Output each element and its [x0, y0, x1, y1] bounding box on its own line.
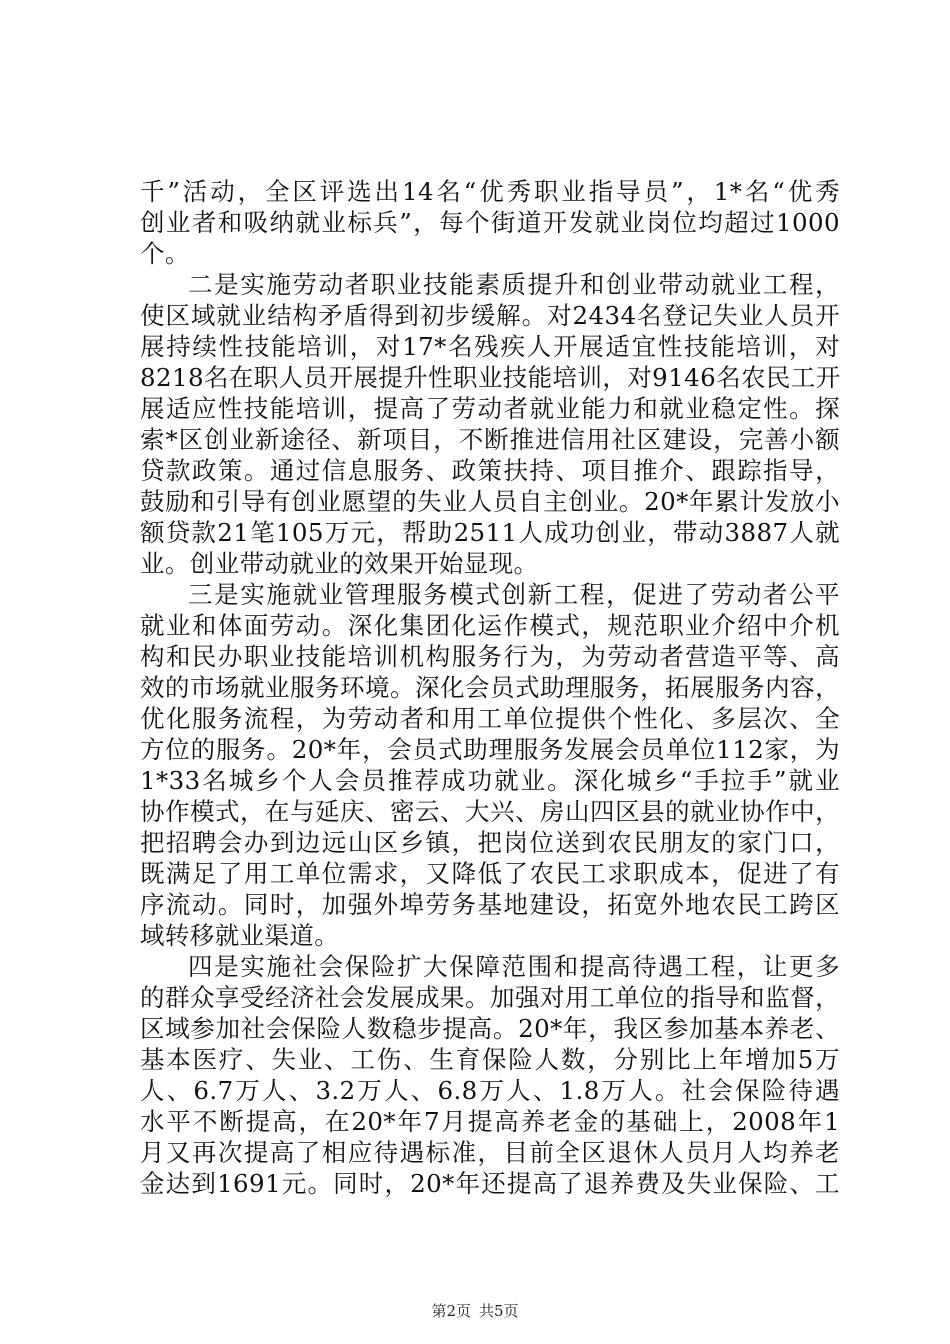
- text-line: 方位的服务。20*年，会员式助理服务发展会员单位112家，为: [140, 735, 840, 764]
- text-line: 优化服务流程，为劳动者和用工单位提供个性化、多层次、全: [140, 704, 840, 733]
- text-line: 人、6.7万人、3.2万人、6.8万人、1.8万人。社会保险待遇: [140, 1076, 840, 1105]
- text-line: 协作模式，在与延庆、密云、大兴、房山四区县的就业协作中，: [140, 797, 840, 826]
- text-line: 构和民办职业技能培训机构服务行为，为劳动者营造平等、高: [140, 642, 840, 671]
- text-line: 展持续性技能培训，对17*名残疾人开展适宜性技能培训，对: [140, 332, 840, 361]
- text-line: 水平不断提高，在20*年7月提高养老金的基础上，2008年1: [140, 1107, 840, 1136]
- text-line: 业。创业带动就业的效果开始显现。: [140, 549, 539, 578]
- page-footer: [0, 1301, 950, 1321]
- paragraph-start-line: 三是实施就业管理服务模式创新工程，促进了劳动者公平: [188, 580, 840, 609]
- text-line: 月又再次提高了相应待遇标准，目前全区退休人员月人均养老: [140, 1138, 840, 1167]
- paragraph-start-line: 四是实施社会保险扩大保障范围和提高待遇工程，让更多: [188, 952, 840, 981]
- document-body: [140, 176, 840, 1199]
- text-line: 区域参加社会保险人数稳步提高。20*年，我区参加基本养老、: [140, 1014, 840, 1043]
- text-line: 就业和体面劳动。深化集团化运作模式，规范职业介绍中介机: [140, 611, 840, 640]
- text-line: 索*区创业新途径、新项目，不断推进信用社区建设，完善小额: [140, 425, 840, 454]
- text-line: 8218名在职人员开展提升性职业技能培训，对9146名农民工开: [140, 363, 841, 392]
- text-line: 创业者和吸纳就业标兵”，每个街道开发就业岗位均超过1000: [140, 208, 840, 237]
- text-line: 鼓励和引导有创业愿望的失业人员自主创业。20*年累计发放小: [140, 487, 840, 516]
- text-line: 额贷款21笔105万元，帮助2511人成功创业，带动3887人就: [140, 518, 840, 547]
- text-line: 序流动。同时，加强外埠劳务基地建设，拓宽外地农民工跨区: [140, 890, 840, 919]
- text-line: 贷款政策。通过信息服务、政策扶持、项目推介、跟踪指导，: [140, 456, 840, 485]
- text-line: 基本医疗、失业、工伤、生育保险人数，分别比上年增加5万: [140, 1045, 840, 1074]
- text-line: 的群众享受经济社会发展成果。加强对用工单位的指导和监督，: [140, 983, 840, 1012]
- text-line: 千”活动，全区评选出14名“优秀职业指导员”，1*名“优秀: [140, 177, 840, 206]
- text-line: 金达到1691元。同时，20*年还提高了退养费及失业保险、工: [140, 1169, 840, 1198]
- page-total: 共5页: [479, 1302, 519, 1320]
- paragraph-start-line: 二是实施劳动者职业技能素质提升和创业带动就业工程，: [188, 270, 840, 299]
- text-line: 个。: [140, 239, 190, 268]
- text-line: 效的市场就业服务环境。深化会员式助理服务，拓展服务内容，: [140, 673, 840, 702]
- text-line: 使区域就业结构矛盾得到初步缓解。对2434名登记失业人员开: [140, 301, 840, 330]
- text-line: 域转移就业渠道。: [140, 921, 340, 950]
- text-line: 既满足了用工单位需求，又降低了农民工求职成本，促进了有: [140, 859, 840, 888]
- text-line: 把招聘会办到边远山区乡镇，把岗位送到农民朋友的家门口，: [140, 828, 840, 857]
- text-line: 展适应性技能培训，提高了劳动者就业能力和就业稳定性。探: [140, 394, 840, 423]
- page-number: 第2页: [431, 1302, 471, 1320]
- text-line: 1*33名城乡个人会员推荐成功就业。深化城乡“手拉手”就业: [140, 766, 840, 795]
